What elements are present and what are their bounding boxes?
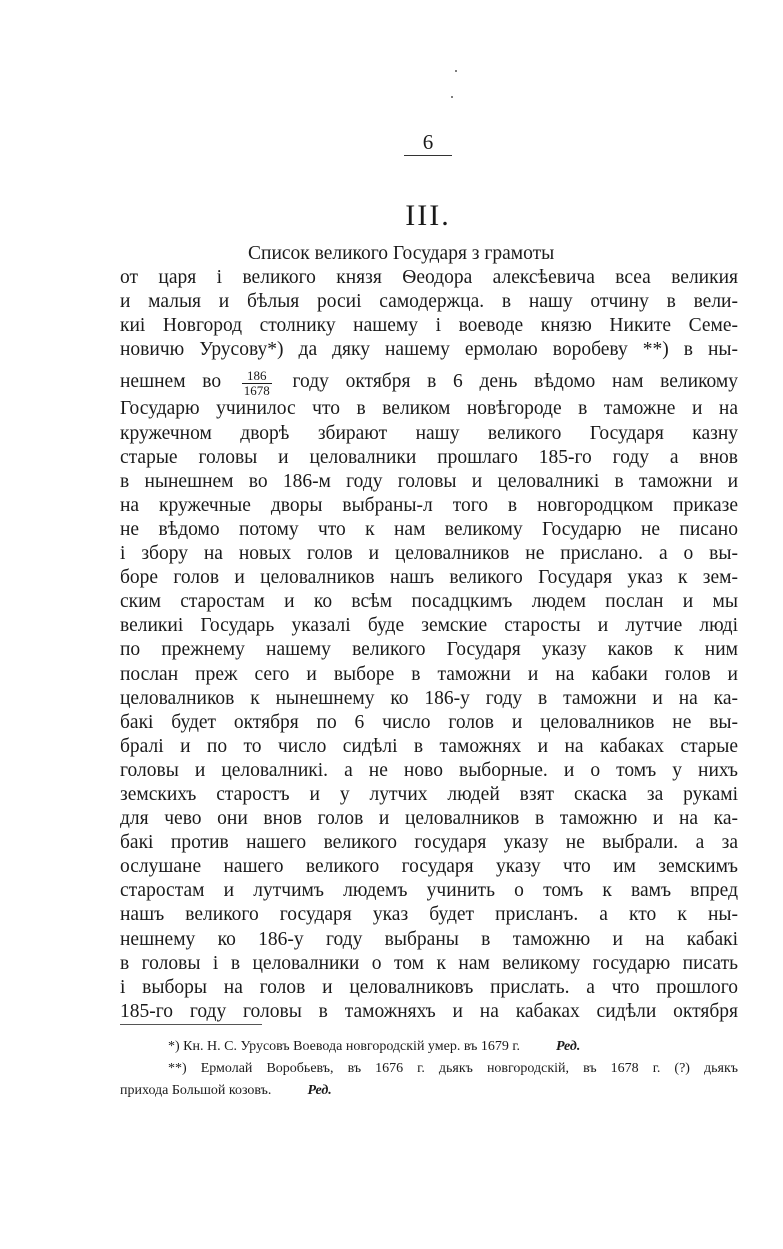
footnote-2-line-1: **) Ермолай Воробьевъ, въ 1676 г. дьякъ новгородскій, въ 1678 г. (?) дьякъ [168, 1061, 738, 1076]
text-line: новичю Урусову*) да дяку нашему ермолаю воробеву **) в ны- [120, 339, 738, 361]
text-line: на кружечные дворы выбраны-л того в новгородцком приказе [120, 494, 738, 516]
text-line: ским старостам и ко всѣм посадцкимъ людем послан и мы [120, 591, 738, 613]
text-line-with-fraction [120, 362, 738, 397]
text-line: старые головы и целовалники прошлаго 185-го году а внов [120, 446, 738, 468]
main-text [120, 242, 738, 1024]
text-line: і выборы на голов и целовалниковъ прислать. а что прошлого [120, 976, 738, 998]
footnote-1 [120, 1036, 738, 1058]
text-line: послан преж сего и выборе в таможни и на кабаки голов и [120, 663, 738, 685]
footnote-2-line-2 [120, 1080, 738, 1102]
paper-speck [455, 70, 457, 72]
text-line: целовалников к нынешнему ко 186-у году в таможни и на ка- [120, 687, 738, 709]
page-number-rule [404, 155, 452, 156]
text-line: в нынешнем во 186-м году головы и целовалникі в таможни и [120, 470, 738, 492]
section-numeral: III. [405, 199, 451, 232]
year-fraction-denominator: 1678 [243, 382, 270, 398]
text-line: бакі против нашего великого государя указу не выбрали. а за [120, 832, 738, 854]
footnotes [120, 1036, 738, 1102]
text-line: головы и целовалникі. а не ново выборные. и о томъ у нихъ [120, 759, 738, 781]
text-line: бакі будет октября по 6 число голов и целовалников не вы- [120, 711, 738, 733]
text-line: нешнему ко 186-у году выбраны в таможню и на кабакі [120, 928, 738, 950]
text-line: земскихъ старостъ и у лутчих людей взят скаска за рукамі [120, 783, 738, 805]
text-line: боре голов и целовалников нашъ великого Государя указ к зем- [120, 567, 738, 589]
footnote-1-text: *) Кн. Н. С. Урусовъ Воевода новгородскій умер. въ 1679 г. [168, 1039, 520, 1054]
text-line: от царя і великого князя Ѳеодора алексѣевича всеа великия [120, 267, 738, 289]
text-line: кружечном дворѣ збирают нашу великого Государя казну [120, 422, 738, 444]
text-line: Государю учинилос что в великом новѣгороде в таможне и на [120, 398, 738, 420]
text-line: ослушане нашего великого государя указу что им земскимъ [120, 856, 738, 878]
text-line: великиі Государь указалі буде земские старосты и лутчие люді [120, 615, 738, 637]
text-line: 185-го году головы в таможняхъ и на кабаках сидѣли октября [120, 1000, 738, 1022]
paper-speck [451, 96, 453, 98]
year-fraction-numerator: 186 [242, 369, 272, 384]
heading-line: Список великого Государя з грамоты [248, 243, 555, 264]
footnote-1-editor: Ред. [556, 1039, 581, 1054]
text-line: и малыя и бѣлыя росиі самодержца. в нашу отчину в вели- [120, 291, 738, 313]
text-line: в головы і в целовалники о том к нам великому государю писать [120, 952, 738, 974]
year-fraction [242, 369, 272, 398]
fraction-line-after: году октября в 6 день вѣдомо нам великому [292, 371, 738, 393]
text-line: бралі и по то число сидѣлі в таможнях и на кабаках старые [120, 735, 738, 757]
footnote-2-text: прихода Большой козовъ. [120, 1083, 272, 1098]
text-line: не вѣдомо потому что к нам великому Государю не писано [120, 518, 738, 540]
page-number: 6 [422, 130, 434, 154]
text-line: по прежнему нашему великого Государя указу каков к ним [120, 639, 738, 661]
fraction-line-before: нешнем во [120, 371, 222, 393]
text-line: старостам и лутчимъ людемъ учинить о томъ к вамъ впред [120, 880, 738, 902]
footnote-separator [120, 1024, 262, 1025]
text-line: нашъ великого государя указ будет присланъ. а кто к ны- [120, 904, 738, 926]
text-line: для чево они внов голов и целовалников в таможню и на ка- [120, 808, 738, 830]
text-line: киі Новгород столнику нашему і воеводе князю Никите Семе- [120, 315, 738, 337]
text-line: і збору на новых голов и целовалников не прислано. а о вы- [120, 543, 738, 565]
footnote-2-editor: Ред. [307, 1083, 332, 1098]
